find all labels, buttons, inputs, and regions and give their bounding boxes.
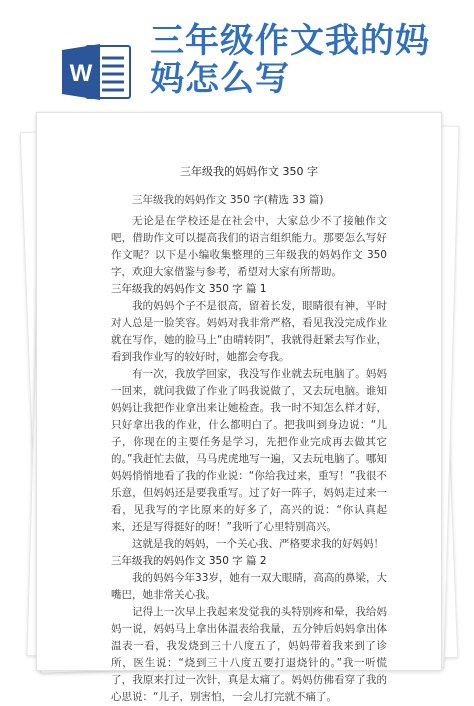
page-title-line-1: 三年级作文我的妈 [150,21,430,61]
section-2-paragraph-1: 我的妈妈今年33岁，她有一双大眼睛，高高的鼻梁，大嘴巴，她非常关心我。 [111,572,387,601]
header-banner [0,0,474,112]
section-1-paragraph-3: 这就是我的妈妈，一个关心我、严格要求我的好妈妈！ [132,538,384,550]
document-page [36,112,442,703]
intro-paragraph: 无论是在学校还是在社会中，大家总少不了接触作文吧，借助作文可以提高我们的语言组织能力。那要怎么写好作文呢？以下是小编收集整理的三年级我的妈妈作文 350 字，欢迎大家借鉴与参考，希望对大家有所帮助。 [111,215,387,278]
document-subtitle: 三年级我的妈妈作文 350 字(精选 33 篇) [132,194,324,206]
page-title-line-2: 妈怎么写 [150,59,290,99]
document-title: 三年级我的妈妈作文 350 字 [180,165,318,178]
section-1-paragraph-2: 有一次，我放学回家，我没写作业就去玩电脑了。妈妈一回来，就问我做了作业了吗我说做了，又去玩电脑。谁知妈妈让我把作业拿出来让她检查。我一时不知怎么样才好，只好拿出我的作业，什么都明白了。把我叫到身边说：“儿子，你现在的主要任务是学习，先把作业完成再去做其它的。”我赶忙去做，马马虎虎地写一遍，又去玩电脑了。哪知妈妈悄悄地看了我的作业说：“你给我过来，重写！”我很不乐意，但妈妈还是要我重写。过了好一阵子，妈妈走过来一看，见我写的字比原来的好多了，高兴的说：“你认真起来，还是写得挺好的呀！”我听了心里特别高兴。 [111,368,387,533]
page-title [150,22,470,98]
svg-text:W: W [69,60,93,87]
word-document-icon [60,42,134,102]
document-body [111,163,387,706]
section-heading-1: 三年级我的妈妈作文 350 字 篇 1 [111,283,267,295]
section-2-paragraph-2: 记得上一次早上我起来发觉我的头特别疼和晕，我给妈妈一说，妈妈马上拿出体温表给我量，五分钟后妈妈拿出体温表一看，我发烧到三十八度五了，妈妈带着我来到了诊所，医生说：“烧到三十八度五要打退烧针的。”我一听慌了，我原来打过一次针，真是太痛了。妈妈仿佛看穿了我的心思说：“儿子，别害怕，一会儿打完就不痛了。 [111,606,387,703]
section-1-paragraph-1: 我的妈妈个子不是很高，留着长发，眼睛很有神，平时对人总是一脸笑容。妈妈对我非常严格，看见我没完成作业就在写作，她的脸马上“由晴转阴”，我就得赶紧去写作业，看到我作业写的较好时，她都会夸我。 [111,300,387,363]
section-heading-2: 三年级我的妈妈作文 350 字 篇 2 [111,555,267,567]
